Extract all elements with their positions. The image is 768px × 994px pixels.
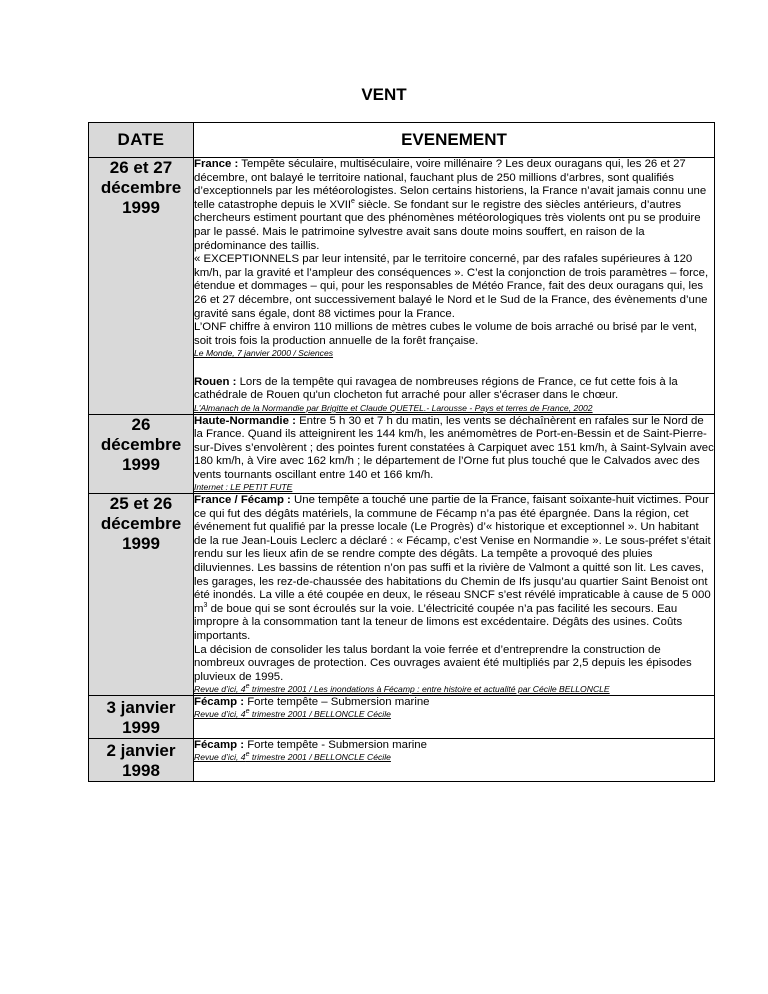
date-line: 26 et 27 — [109, 158, 173, 177]
date-line: 25 et 26 — [109, 493, 173, 513]
place-label: Fécamp : — [194, 738, 245, 751]
date-line: 1999 — [122, 198, 160, 217]
place-label: France / Fécamp : — [194, 493, 291, 506]
table-row — [89, 695, 715, 738]
table-row — [89, 493, 715, 695]
event-text: Entre 5 h 30 et 7 h du matin, les vents se déchaînèrent en rafales sur le Nord de la France. Quand ils atteignirent les 144 km/h, les anémomètres de Port-en-Bessin et de Saint-Pierre-sur-Dives s’envolèrent ; des pointes furent constatées à Carpiquet avec 151 km/h, à Saint-Sylvain avec 180 km/h, à Vire avec 162 km/h ; le département de l’Orne fut plus touché que le Calvados avec des vents tournants oscillant entre 140 et 166 km/h. — [194, 414, 714, 481]
date-cell — [89, 738, 194, 781]
event-cell — [194, 414, 715, 493]
event-text-end: de boue qui se sont écroulés sur la voie. L’électricité coupée n’a pas facilité les secours. Eau impropre à la consommation tant la teneur de limons est excédentaire. Dégâts des usines. Coûts importants. — [194, 602, 683, 642]
event-decision: La décision de consolider les talus bordant la voie ferrée et d’entreprendre la construction de nombreux ouvrages de protection. Ces ouvrages avaient été multipliés par 2,5 depuis les épisodes pluvieux de 1995. — [194, 643, 692, 683]
place-label: Haute-Normandie : — [194, 414, 296, 427]
date-line: 1998 — [122, 760, 160, 780]
place-label: Fécamp : — [194, 695, 245, 708]
date-line: décembre — [100, 434, 182, 454]
event-paragraph — [194, 494, 714, 644]
place-label: Rouen : — [194, 375, 237, 388]
table-row — [89, 738, 715, 781]
date-header: DATE — [89, 123, 193, 157]
source-citation: L'Almanach de la Normandie par Brigitte et Claude QUETEL.- Larousse - Pays et terres de France, 2002 — [194, 403, 593, 413]
superscript: e — [351, 197, 355, 205]
source-citation: Internet : LE PETIT FUTE — [194, 482, 293, 493]
event-text: Lors de la tempête qui ravagea de nombreuses régions de France, ce fut cette fois à la cathédrale de Rouen qu'un clocheton fut arraché pour aller s'écraser dans le chœur. — [194, 375, 678, 402]
date-line: 1999 — [122, 533, 160, 553]
event-text: Tempête séculaire, multiséculaire, voire millénaire ? Les deux ouragans qui, les 26 et 27 décembre, ont balayé le territoire national, fauchant plus de 250 millions d’arbres, sont qualifiés d’exceptionnels par les météorologistes. Selon certains historiens, la France n’avait jamais connu une telle catastrophe depuis le XVII — [194, 158, 707, 211]
event-text: Une tempête a touché une partie de la France, faisant soixante-huit victimes. Pour ce qui fut des dégâts matériels, la commune de Fécamp n’a pas été épargnée. Dans la région, cet événement fut qualifié par la presse locale (Le Progrès) d’« historique et exceptionnel ». Un habitant de la rue Jean-Louis Leclerc a déclaré : « Fécamp, c’est Venise en Normandie ». Le sous-préfet s’était rendu sur les lieux afin de se rendre compte des dégâts. La tempête a provoqué des pluies diluviennes. Les bassins de rétention n’on pas suffi et la rivière de Valmont a quitté son lit. Les caves, les garages, les rez-de-chaussée des habitations du Chemin de Ifs jusqu’au quartier Saint Benoist ont été inondés. La ville a été coupée en deux, le réseau SNCF s’est révélé impraticable à cause de 5 000 m — [194, 493, 711, 615]
date-line: 1999 — [122, 717, 160, 737]
date-cell — [89, 695, 194, 738]
date-header-cell — [89, 123, 194, 158]
event-text: Forte tempête – Submersion marine — [247, 695, 430, 708]
date-line: 26 — [131, 414, 151, 434]
event-paragraph — [194, 158, 714, 253]
date-cell — [89, 414, 194, 493]
table-row — [89, 414, 715, 493]
event-text: Forte tempête - Submersion marine — [247, 738, 427, 751]
source-citation: Revue d’ici, 4e trimestre 2001 / BELLONCLE Cécile — [194, 708, 391, 720]
date-cell — [89, 493, 194, 695]
source-citation: Revue d’ici, 4e trimestre 2001 / BELLONCLE Cécile — [194, 751, 391, 763]
date-line: décembre — [100, 178, 182, 197]
date-cell — [89, 158, 194, 415]
event-cell — [194, 695, 715, 738]
superscript: 3 — [203, 601, 208, 609]
event-onf: L’ONF chiffre à environ 110 millions de mètres cubes le volume de bois arraché ou brisé par le vent, soit trois fois la production annuelle de la forêt française. — [194, 321, 697, 347]
event-header: EVENEMENT — [401, 130, 507, 149]
date-line: décembre — [100, 513, 182, 533]
event-cell — [194, 493, 715, 695]
event-paragraph — [194, 739, 714, 753]
page-title: VENT — [361, 85, 407, 104]
source-citation: Le Monde, 7 janvier 2000 / Sciences — [194, 348, 334, 359]
header-row — [89, 123, 715, 158]
events-table — [88, 122, 715, 782]
table-row — [89, 158, 715, 415]
date-line: 1999 — [122, 454, 160, 474]
event-text-end: siècle. Se fondant sur le registre des siècles antérieurs, d’autres chercheurs estiment pourtant que des phénomènes météorologiques très violents ont pu se produire par le passé. Mais le patrimoine sylvestre avait sans doute moins souffert, en raison de la prédominance des taillis. — [194, 198, 701, 252]
event-cell — [194, 738, 715, 781]
event-header-cell — [194, 123, 715, 158]
event-quote: « EXCEPTIONNELS par leur intensité, par le territoire concerné, par des rafales supérieures à 120 km/h, par la gravité et l’ampleur des conséquences ». C’est la conjonction de trois paramètres – force, étendue et dommages – qui, pour les responsables de Météo France, fait des deux ouragans qui, les 26 et 27 décembre, ont successivement balayé le Nord et le Sud de la France, des évènements d’une gravité sans égale, dont 88 victimes pour la France. — [194, 253, 709, 320]
date-line: 3 janvier — [106, 697, 176, 717]
source-citation: Revue d’ici, 4e trimestre 2001 / Les inondations à Fécamp : entre histoire et actualité par Cécile BELLONCLE — [194, 683, 610, 695]
event-paragraph — [194, 376, 714, 403]
event-cell — [194, 158, 715, 415]
event-paragraph — [194, 415, 714, 483]
place-label: France : — [194, 158, 239, 170]
date-line: 2 janvier — [106, 740, 176, 760]
event-paragraph — [194, 696, 714, 710]
